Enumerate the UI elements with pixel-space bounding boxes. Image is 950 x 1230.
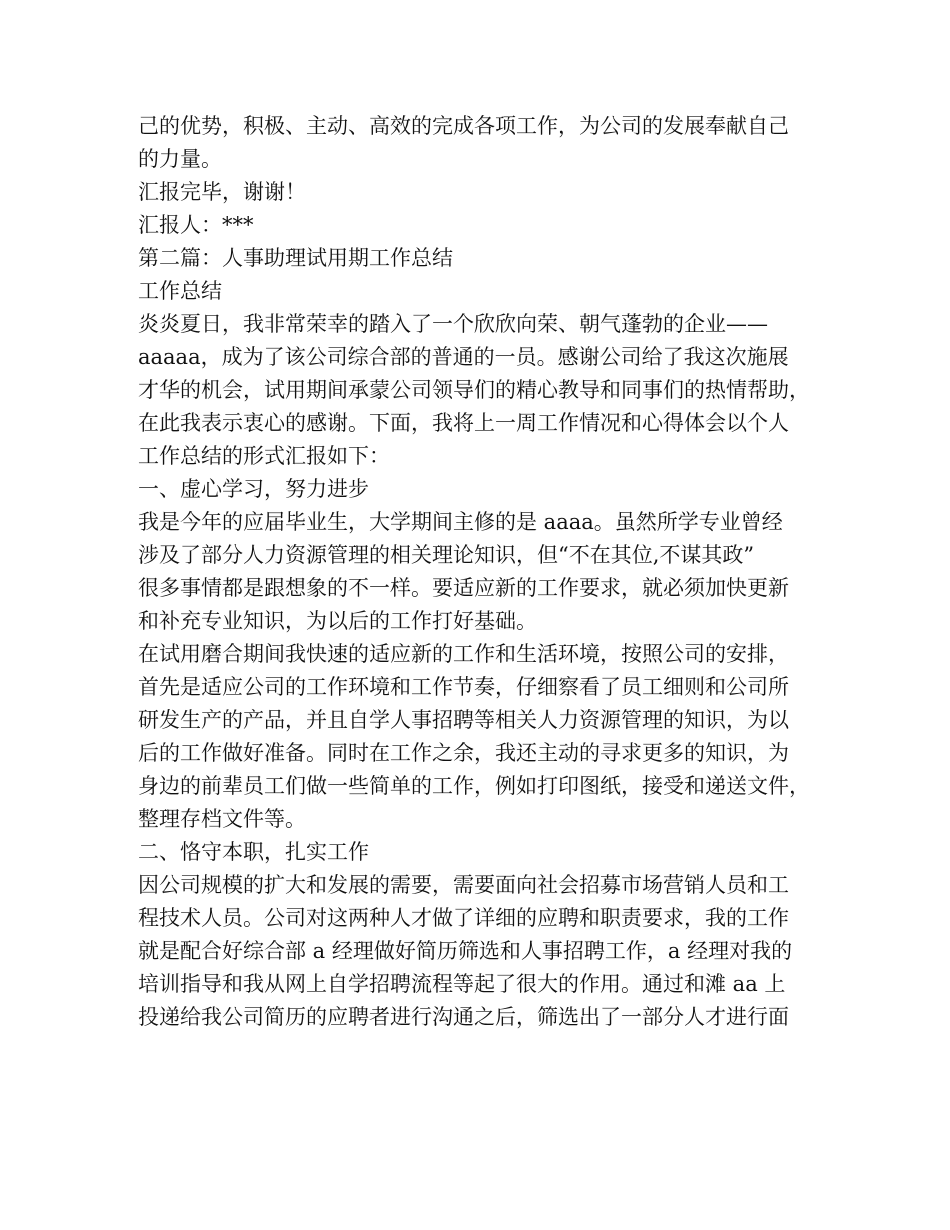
text-line: 炎炎夏日，我非常荣幸的踏入了一个欣欣向荣、朝气蓬勃的企业—— (138, 312, 768, 336)
text-line: 和补充专业知识，为以后的工作打好基础。 (138, 609, 537, 633)
paragraph-thanks (138, 176, 838, 209)
text-line: 很多事情都是跟想象的不一样。要适应新的工作要求，就必须加快更新 (138, 576, 789, 600)
text-line: 汇报人：*** (138, 213, 254, 237)
text-line: 在试用磨合期间我快速的适应新的工作和生活环境，按照公司的安排， (138, 642, 789, 666)
text-line: 第二篇：人事助理试用期工作总结 (138, 246, 453, 270)
text-line: 因公司规模的扩大和发展的需要，需要面向社会招募市场营销人员和工 (138, 873, 789, 897)
text-line: 就是配合好综合部 a 经理做好简历筛选和人事招聘工作，a 经理对我的 (138, 939, 793, 963)
text-line: 汇报完毕，谢谢！ (138, 180, 306, 204)
text-line: 投递给我公司简历的应聘者进行沟通之后，筛选出了一部分人才进行面 (138, 1005, 789, 1029)
text-line: 培训指导和我从网上自学招聘流程等起了很大的作用。通过和滩 aa 上 (138, 972, 786, 996)
text-line: 工作总结 (138, 279, 222, 303)
paragraph-recruitment (138, 869, 838, 1034)
text-line: 程技术人员。公司对这两种人才做了详细的应聘和职责要求，我的工作 (138, 906, 789, 930)
text-line: 在此我表示衷心的感谢。下面，我将上一周工作情况和心得体会以个人 (138, 411, 789, 435)
text-line: 我是今年的应届毕业生，大学期间主修的是 aaaa。虽然所学专业曾经 (138, 510, 783, 534)
text-line: 涉及了部分人力资源管理的相关理论知识，但“不在其位,不谋其政” (138, 543, 755, 567)
text-line: 研发生产的产品，并且自学人事招聘等相关人力资源管理的知识，为以 (138, 708, 789, 732)
document-body (138, 110, 838, 1034)
paragraph-trial-period (138, 638, 838, 836)
text-line: 整理存档文件等。 (138, 807, 306, 831)
text-line: 一、虚心学习，努力进步 (138, 477, 369, 501)
text-line: 身边的前辈员工们做一些简单的工作，例如打印图纸，接受和递送文件， (138, 774, 810, 798)
section-heading-work-summary (138, 275, 838, 308)
text-line: 工作总结的形式汇报如下： (138, 444, 390, 468)
text-line: 的力量。 (138, 147, 222, 171)
section-heading-chapter-two (138, 242, 838, 275)
text-line: 己的优势，积极、主动、高效的完成各项工作，为公司的发展奉献自己 (138, 114, 789, 138)
text-line: aaaaa，成为了该公司综合部的普通的一员。感谢公司给了我这次施展 (138, 345, 789, 369)
section-heading-learning (138, 473, 838, 506)
text-line: 后的工作做好准备。同时在工作之余，我还主动的寻求更多的知识，为 (138, 741, 789, 765)
paragraph-reporter (138, 209, 838, 242)
text-line: 二、恪守本职，扎实工作 (138, 840, 369, 864)
text-line: 才华的机会，试用期间承蒙公司领导们的精心教导和同事们的热情帮助， (138, 378, 810, 402)
paragraph-closing (138, 110, 838, 176)
text-line: 首先是适应公司的工作环境和工作节奏，仔细察看了员工细则和公司所 (138, 675, 789, 699)
paragraph-graduate (138, 506, 838, 638)
paragraph-intro (138, 308, 838, 473)
section-heading-duty (138, 836, 838, 869)
